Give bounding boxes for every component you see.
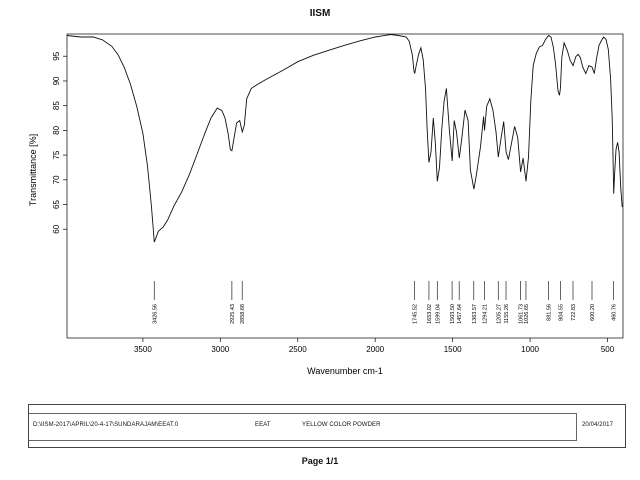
y-tick-label: 70 (52, 175, 61, 185)
spectrum-line (67, 35, 622, 243)
peak-label: 804.55 (558, 304, 565, 321)
peak-label: 1061.73 (518, 304, 525, 324)
x-tick-label: 2500 (288, 345, 307, 354)
page-title: IISM (309, 8, 331, 19)
x-tick-label: 3000 (211, 345, 230, 354)
peak-label: 1503.50 (450, 304, 457, 324)
peak-label: 600.20 (589, 304, 596, 321)
x-tick-label: 2000 (366, 345, 385, 354)
y-tick-label: 90 (52, 76, 61, 86)
peak-label: 2858.68 (240, 304, 247, 324)
peak-label: 1363.57 (471, 304, 478, 324)
x-tick-label: 1000 (521, 345, 539, 354)
peak-label: 1599.04 (435, 304, 442, 324)
peak-label: 1205.27 (496, 304, 503, 324)
x-tick-label: 3500 (133, 345, 152, 354)
peak-label: 460.76 (611, 304, 618, 321)
peak-label: 2925.43 (229, 304, 236, 324)
file-path: D:\IISM-2017\APRIL\20-4-17\SUNDARAJAM\EEAT.0 (33, 422, 179, 428)
sample-description: YELLOW COLOR POWDER (302, 422, 381, 428)
peak-label: 1294.21 (482, 304, 489, 324)
x-tick-label: 1500 (443, 345, 462, 354)
y-tick-label: 95 (52, 51, 61, 61)
x-axis-label: Wavenumber cm-1 (307, 366, 383, 376)
y-axis-label: Transmittance [%] (28, 133, 38, 207)
report-date: 20/04/2017 (582, 422, 614, 428)
y-tick-label: 80 (52, 125, 61, 135)
x-axis (134, 338, 615, 354)
x-tick-label: 500 (600, 345, 615, 354)
peak-markers (152, 281, 617, 324)
peak-label: 722.83 (571, 304, 578, 321)
peak-label: 1653.02 (426, 304, 433, 324)
peak-label: 1457.64 (457, 304, 464, 324)
page-number: Page 1/1 (301, 456, 339, 466)
y-axis (52, 51, 67, 233)
plot-frame (67, 34, 623, 338)
y-tick-label: 65 (52, 200, 61, 209)
y-tick-label: 75 (52, 150, 61, 160)
peak-label: 3426.56 (152, 304, 159, 324)
peak-label: 1745.52 (412, 304, 419, 324)
y-tick-label: 60 (52, 224, 61, 234)
peak-label: 881.56 (546, 304, 553, 321)
sample-code: EEAT (255, 422, 271, 428)
y-tick-label: 85 (52, 101, 61, 111)
peak-label: 1155.26 (504, 304, 511, 324)
peak-label: 1026.65 (523, 304, 530, 324)
